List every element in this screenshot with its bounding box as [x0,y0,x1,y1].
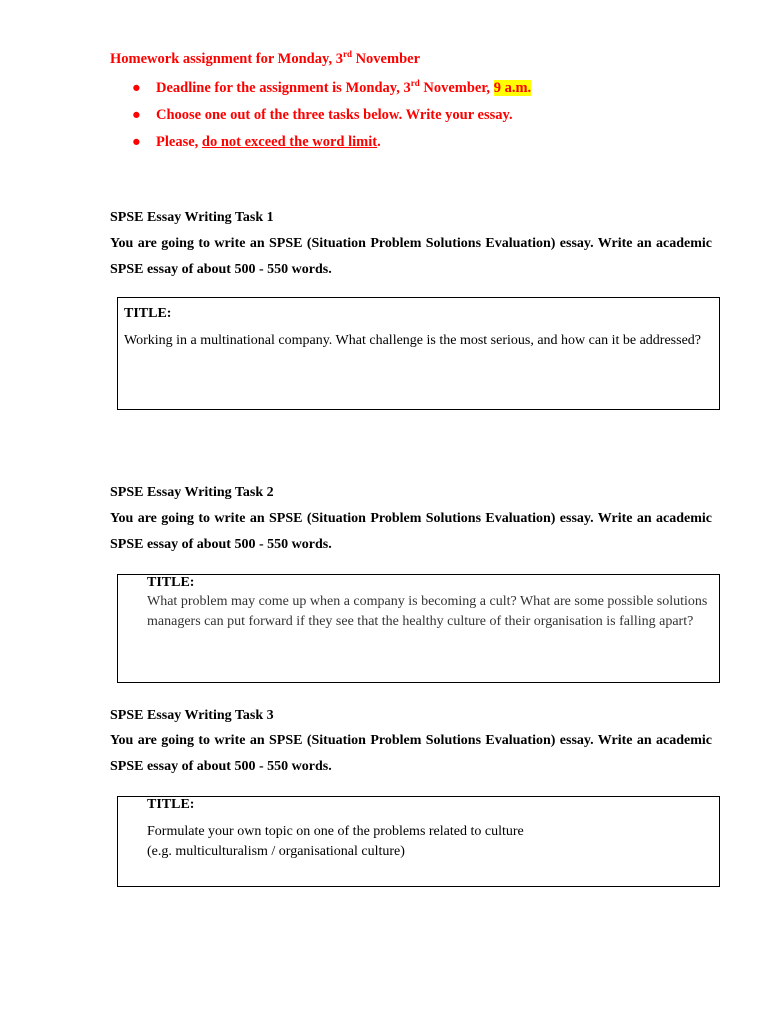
task-3-title-label: TITLE: [147,797,195,812]
deadline-time: 9 a.m. [493,80,532,96]
word-limit-suffix: . [377,134,381,150]
task-3-title-line-1: Formulate your own topic on one of the problems related to culture [147,824,524,839]
assignment-title [110,51,420,68]
bullet-icon: ● [132,107,141,123]
choose-text: Choose one out of the three tasks below. Write your essay. [156,107,513,123]
task-3-title-line-2: (e.g. multiculturalism / organisational culture) [147,844,405,859]
task-1-description: You are going to write an SPSE (Situation Problem Solutions Evaluation) essay. Write an academic SPSE essay of about 500 - 550 words. [110,236,712,277]
assignment-title-sup: rd [342,49,352,59]
bullet-icon: ● [132,80,141,96]
task-2-description: You are going to write an SPSE (Situation Problem Solutions Evaluation) essay. Write an academic SPSE essay of about 500 - 550 words. [110,511,712,552]
task-1-title-label: TITLE: [124,306,172,321]
task-2-title-box [117,574,720,683]
bullet-icon: ● [132,134,141,150]
task-3-title-box [117,796,720,887]
task-1-title-text: Working in a multinational company. What challenge is the most serious, and how can it be addressed? [124,333,702,348]
deadline-middle: November, [419,80,494,96]
assignment-title-prefix: Homework assignment for Monday, 3 [110,51,343,67]
word-limit-prefix: Please, [156,134,202,150]
assignment-title-suffix: November [351,51,420,67]
task-2-title-label: TITLE: [147,575,195,590]
deadline-prefix: Deadline for the assignment is Monday, 3 [156,80,411,96]
word-limit-underlined: do not exceed the word limit [201,134,378,150]
task-2-title-text: What problem may come up when a company is becoming a cult? What are some possible solutions managers can put forward if they see that the healthy culture of their organisation is falling apart? [147,594,708,629]
task-1-title-box [117,297,720,410]
deadline-sup: rd [410,78,420,88]
task-3-heading: SPSE Essay Writing Task 3 [110,708,274,723]
task-1-heading: SPSE Essay Writing Task 1 [110,210,274,225]
task-3-description: You are going to write an SPSE (Situation Problem Solutions Evaluation) essay. Write an academic SPSE essay of about 500 - 550 words. [110,733,712,774]
task-2-heading: SPSE Essay Writing Task 2 [110,485,274,500]
